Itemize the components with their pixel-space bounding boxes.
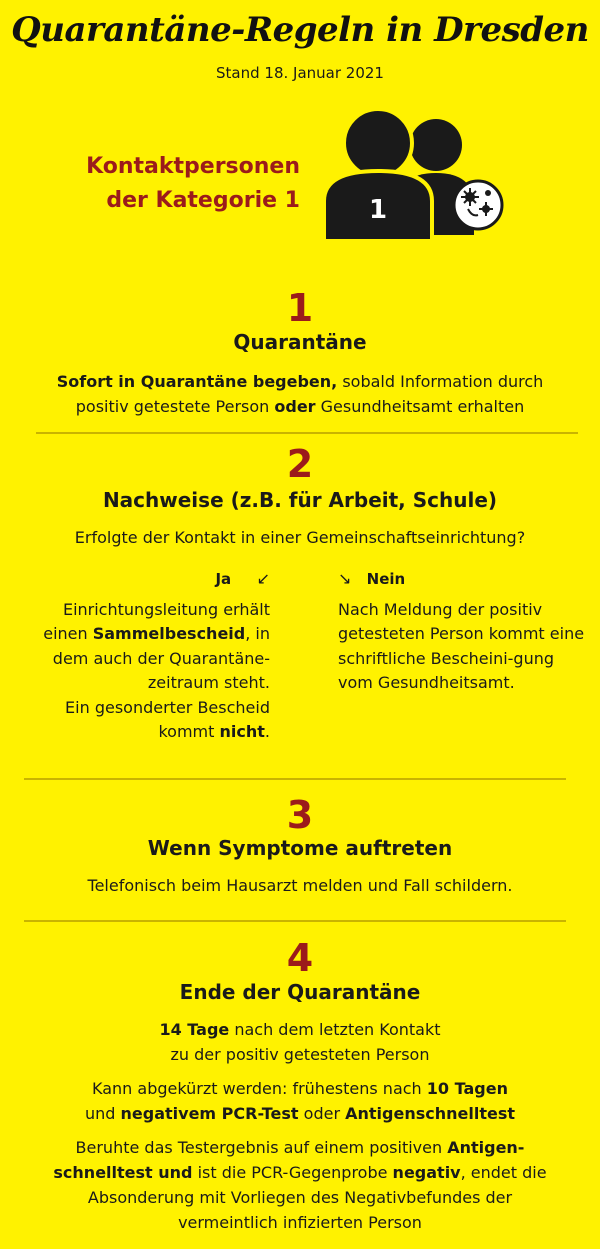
nein-label: Nein xyxy=(366,570,406,588)
section-4-para-1 xyxy=(30,1017,570,1067)
section-4-p3-bold2: negativ xyxy=(392,1163,461,1182)
ja-bold-1: Sammelbescheid xyxy=(92,624,246,643)
page-title: Quarantäne-Regeln in Dresden xyxy=(11,10,589,50)
section-4-p3-text2: ist die PCR-Gegenprobe xyxy=(192,1163,393,1182)
ja-text-1: Einrichtungsleitung erhält einen xyxy=(43,599,270,643)
arrow-down-right-icon: ↘ xyxy=(338,569,352,588)
section-2-number: 2 xyxy=(286,442,314,486)
section-4-number: 4 xyxy=(286,936,314,980)
section-3-number: 3 xyxy=(286,793,314,837)
section-4-p2-bold2: negativem PCR-Test xyxy=(120,1104,299,1123)
section-4-p2-bold1: 10 Tagen xyxy=(426,1079,508,1098)
arrow-down-left-icon: ↙ xyxy=(256,569,270,588)
section-3-text: Telefonisch beim Hausarzt melden und Fall schildern. xyxy=(87,876,513,895)
category-badge: 1 xyxy=(368,195,388,225)
section-1-span-1: sobald Information durch positiv getestete Person xyxy=(75,372,544,416)
section-4-p2-text2: und xyxy=(84,1104,121,1123)
ja-column xyxy=(20,567,270,745)
section-1-text xyxy=(30,369,570,419)
nein-column xyxy=(338,567,588,696)
section-4-heading: Ende der Quarantäne xyxy=(179,980,421,1004)
section-3-heading: Wenn Symptome auftreten xyxy=(147,836,453,860)
date-stamp: Stand 18. Januar 2021 xyxy=(216,64,384,82)
virus-icon xyxy=(454,181,502,229)
section-4-p3-text3: , endet die Absonderung mit Vorliegen des Negativbefundes der vermeintlich infizierten Person xyxy=(87,1163,547,1232)
ja-text-3: Ein gesonderter Bescheid kommt xyxy=(65,697,270,741)
section-4-para-3 xyxy=(40,1135,560,1235)
ja-text-2: , in dem auch der Quarantäne-zeitraum steht. xyxy=(52,624,270,692)
people-icon xyxy=(318,105,518,245)
ja-text xyxy=(20,598,270,745)
section-4-p1-line2: zu der positiv getesteten Person xyxy=(170,1045,430,1064)
section-4-p1-bold: 14 Tage xyxy=(159,1020,230,1039)
section-4-p1-text: nach dem letzten Kontakt xyxy=(229,1020,441,1039)
section-4-p3-bold1: Antigen-schnelltest und xyxy=(53,1138,525,1182)
section-4-para-2 xyxy=(30,1076,570,1126)
section-2-question: Erfolgte der Kontakt in einer Gemeinschaftseinrichtung? xyxy=(74,528,526,547)
nein-header xyxy=(338,567,588,592)
ja-text-4: . xyxy=(264,722,270,741)
section-4-p2-text1: Kann abgekürzt werden: frühestens nach xyxy=(92,1079,427,1098)
section-1-bold-2: oder xyxy=(274,397,316,416)
section-2-heading: Nachweise (z.B. für Arbeit, Schule) xyxy=(102,488,498,512)
section-4-p2-bold3: Antigenschnelltest xyxy=(345,1104,515,1123)
section-1-bold-1: Sofort in Quarantäne begeben, xyxy=(56,372,338,391)
ja-header xyxy=(20,567,270,592)
section-1-span-2: Gesundheitsamt erhalten xyxy=(315,397,525,416)
divider-1 xyxy=(36,432,578,434)
section-4-p2-text3: oder xyxy=(298,1104,346,1123)
section-1-number: 1 xyxy=(286,286,314,330)
contact-line-1: Kontaktpersonen xyxy=(86,154,300,179)
contact-category-title xyxy=(40,150,300,218)
nein-text: Nach Meldung der positiv getesteten Person kommt eine schriftliche Bescheini-gung vom Gesundheitsamt. xyxy=(338,599,585,692)
ja-bold-2: nicht xyxy=(219,722,265,741)
ja-label: Ja xyxy=(215,570,232,588)
contact-line-2: der Kategorie 1 xyxy=(106,188,300,213)
divider-2 xyxy=(24,778,566,780)
section-1-heading: Quarantäne xyxy=(233,330,367,354)
section-4-p3-text1: Beruhte das Testergebnis auf einem positiven xyxy=(75,1138,448,1157)
divider-3 xyxy=(24,920,566,922)
